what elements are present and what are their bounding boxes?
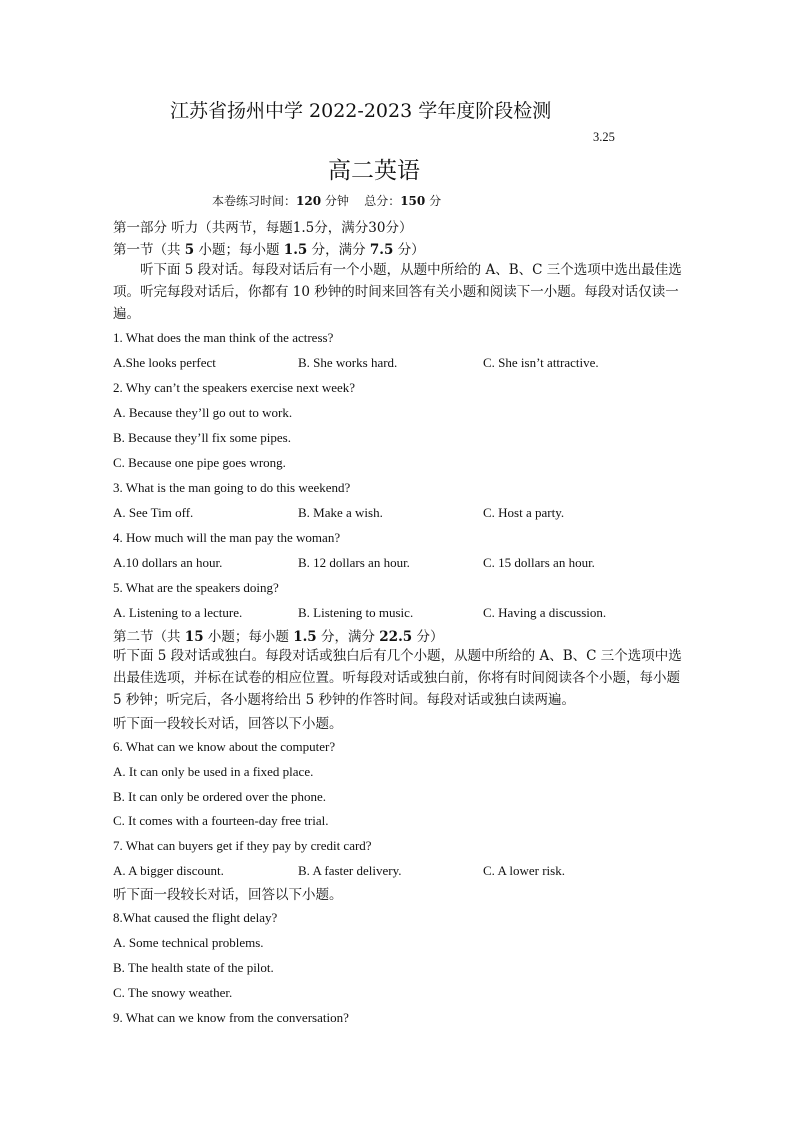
s1-pre: 第一节（共	[113, 242, 181, 258]
question-6-stem: 6. What can we know about the computer?	[113, 739, 336, 754]
subject-title: 高二英语	[328, 158, 420, 184]
question-3-stem: 3. What is the man going to do this weekend?	[113, 480, 351, 495]
s1-total: 7.5	[369, 242, 394, 258]
s2-mid: 小题；每小题	[207, 629, 289, 645]
s2-total: 22.5	[379, 629, 413, 645]
question-4-option-b: B. 12 dollars an hour.	[298, 555, 410, 570]
question-8-option-a: A. Some technical problems.	[113, 935, 264, 950]
question-5-option-b: B. Listening to music.	[298, 605, 414, 620]
question-3-option-a: A. See Tim off.	[113, 505, 194, 520]
question-5-stem: 5. What are the speakers doing?	[113, 580, 279, 595]
question-5-option-a: A. Listening to a lecture.	[113, 605, 243, 620]
question-7-option-a: A. A bigger discount.	[113, 863, 224, 878]
section2-heading	[113, 625, 443, 645]
info-time-unit: 分钟	[324, 194, 349, 208]
question-1-option-a: A.She looks perfect	[113, 355, 216, 370]
s2-post: 分）	[416, 629, 444, 645]
question-2-option-a: A. Because they’ll go out to work.	[113, 405, 293, 420]
exam-date: 3.25	[593, 130, 615, 144]
s1-each: 1.5	[283, 242, 308, 258]
s1-mid: 小题；每小题	[198, 242, 280, 258]
s2-each: 1.5	[293, 629, 317, 645]
s2-pre: 第二节（共	[113, 629, 181, 645]
section2-prompt-1: 听下面一段较长对话，回答以下小题。	[113, 716, 343, 732]
question-4-option-c: C. 15 dollars an hour.	[483, 555, 595, 570]
info-score: 150	[400, 194, 426, 208]
section1-instructions: 听下面 5 段对话。每段对话后有一个小题，从题中所给的 A、B、C 三个选项中选出最佳选项。听完每段对话后，你都有 10 秒钟的时间来回答有关小题和阅读下一小题。每段对话仅读一遍。	[113, 262, 682, 322]
s1-post: 分）	[397, 242, 425, 258]
part1-heading: 第一部分 听力（共两节，每题1.5分，满分30分）	[113, 220, 413, 236]
question-3-option-b: B. Make a wish.	[298, 505, 383, 520]
s2-mid2: 分，满分	[320, 629, 375, 645]
question-8-option-b: B. The health state of the pilot.	[113, 960, 274, 975]
question-2-stem: 2. Why can’t the speakers exercise next week?	[113, 380, 356, 395]
exam-info	[212, 192, 441, 209]
question-7-option-c: C. A lower risk.	[483, 863, 565, 878]
question-6-option-c: C. It comes with a fourteen-day free trial.	[113, 813, 329, 828]
section2-prompt-2: 听下面一段较长对话，回答以下小题。	[113, 887, 343, 903]
question-8-stem: 8.What caused the flight delay?	[113, 910, 278, 925]
question-1-option-b: B. She works hard.	[298, 355, 398, 370]
question-8-option-c: C. The snowy weather.	[113, 985, 233, 1000]
s2-count: 15	[184, 629, 204, 645]
section1-heading	[113, 238, 425, 258]
question-2-option-b: B. Because they’ll fix some pipes.	[113, 430, 291, 445]
question-6-option-a: A. It can only be used in a fixed place.	[113, 764, 314, 779]
question-2-option-c: C. Because one pipe goes wrong.	[113, 455, 286, 470]
question-7-stem: 7. What can buyers get if they pay by credit card?	[113, 838, 372, 853]
question-5-option-c: C. Having a discussion.	[483, 605, 607, 620]
s1-count: 5	[184, 242, 195, 258]
section2-instructions: 听下面 5 段对话或独白。每段对话或独白后有几个小题，从题中所给的 A、B、C 三个选项中选出最佳选项，并标在试卷的相应位置。听每段对话或独白前，你将有时间阅读各个小题，每小题 5 秒钟；听完后，各小题将给出 5 秒钟的作答时间。每段对话或独白读两遍。	[113, 648, 682, 708]
question-4-stem: 4. How much will the man pay the woman?	[113, 530, 341, 545]
info-time-label: 本卷练习时间：	[212, 194, 297, 208]
question-9-stem: 9. What can we know from the conversation?	[113, 1010, 349, 1025]
exam-title: 江苏省扬州中学 2022-2023 学年度阶段检测	[170, 100, 552, 122]
question-6-option-b: B. It can only be ordered over the phone.	[113, 789, 326, 804]
question-1-stem: 1. What does the man think of the actress?	[113, 330, 334, 345]
info-time: 120	[296, 194, 322, 208]
question-3-option-c: C. Host a party.	[483, 505, 565, 520]
question-1-option-c: C. She isn’t attractive.	[483, 355, 599, 370]
question-7-option-b: B. A faster delivery.	[298, 863, 402, 878]
info-score-unit: 分	[429, 194, 442, 208]
s1-mid2: 分，满分	[311, 242, 366, 258]
info-score-label: 总分：	[364, 194, 401, 208]
question-4-option-a: A.10 dollars an hour.	[113, 555, 223, 570]
